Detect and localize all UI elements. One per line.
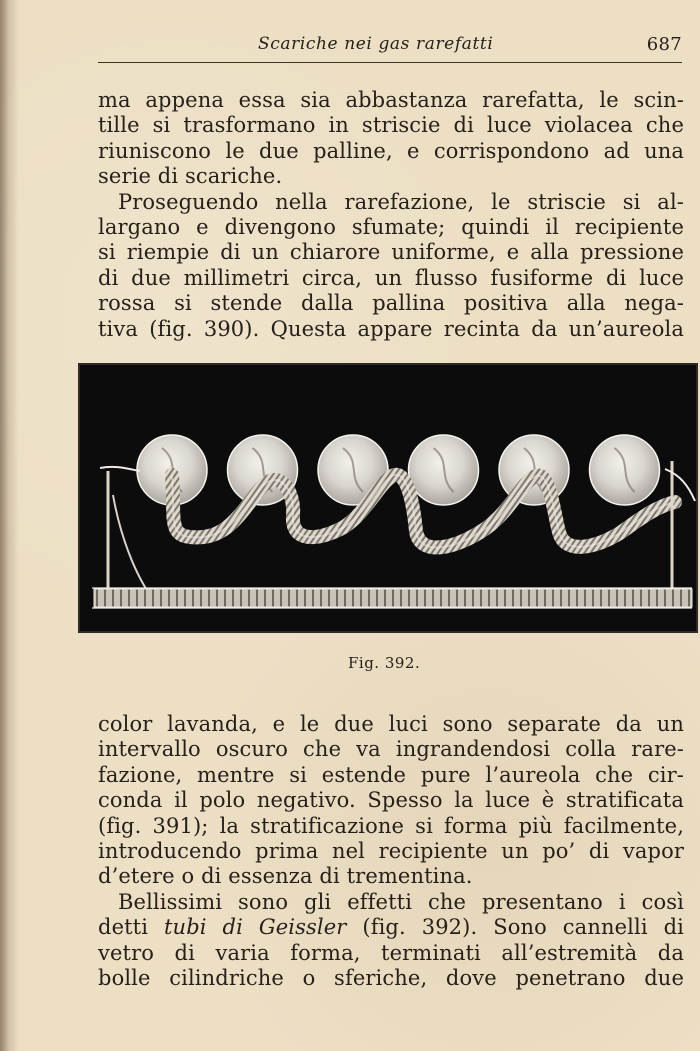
figure-caption: Fig. 392. <box>348 654 421 672</box>
text-line: introducendo prima nel recipiente un po’ di vapor <box>98 839 684 864</box>
text-line: di due millimetri circa, un flusso fusiforme di luce <box>98 265 684 290</box>
text-line: tille si trasformano in striscie di luce violacea che <box>98 113 684 138</box>
running-title: Scariche nei gas rarefatti <box>258 34 494 54</box>
text-line: intervallo oscuro che va ingrandendosi colla rare- <box>98 737 684 762</box>
text-fragment: (fig. 392). Sono cannelli di <box>346 915 684 940</box>
geissler-tubes-illustration <box>80 365 698 633</box>
text-line: ma appena essa sia abbastanza rarefatta, le scin- <box>98 88 684 112</box>
text-line: vetro di varia forma, terminati all’estremità da <box>98 940 684 965</box>
text-line: serie di scariche. <box>98 164 283 189</box>
page-number: 687 <box>646 34 682 55</box>
text-line: riuniscono le due palline, e corrispondono ad una <box>98 138 684 163</box>
lower-text-block <box>98 712 684 991</box>
text-fragment: detti <box>98 915 164 940</box>
text-line: d’etere o di essenza di trementina. <box>98 864 473 889</box>
text-line: tiva (fig. 390). Questa appare recinta da un’aureola <box>98 316 684 341</box>
italic-term: tubi di Geissler <box>164 915 347 940</box>
text-line: bolle cilindriche o sferiche, dove penetrano due <box>98 966 684 991</box>
figure-base <box>94 589 692 607</box>
text-line: largano e divengono sfumate; quindi il recipiente <box>98 215 684 240</box>
text-line: Bellissimi sono gli effetti che presentano i così <box>118 889 684 914</box>
text-line: fazione, mentre si estende pure l’aureola che cir- <box>98 762 684 787</box>
geissler-tubes-figure <box>78 363 698 633</box>
text-line: rossa si stende dalla pallina positiva alla nega- <box>98 291 684 316</box>
page-spine-shadow <box>0 0 18 1051</box>
text-line: color lavanda, e le due luci sono separate da un <box>98 712 684 736</box>
text-line: Proseguendo nella rarefazione, le striscie si al- <box>118 189 684 214</box>
text-line: si riempie di un chiarore uniforme, e alla pressione <box>98 240 684 265</box>
page-header <box>98 34 682 63</box>
text-line: (fig. 391); la stratificazione si forma più facilmente, <box>98 813 684 838</box>
upper-text-block <box>98 88 684 342</box>
text-line: conda il polo negativo. Spesso la luce è stratificata <box>98 788 684 813</box>
text-line <box>98 915 684 940</box>
